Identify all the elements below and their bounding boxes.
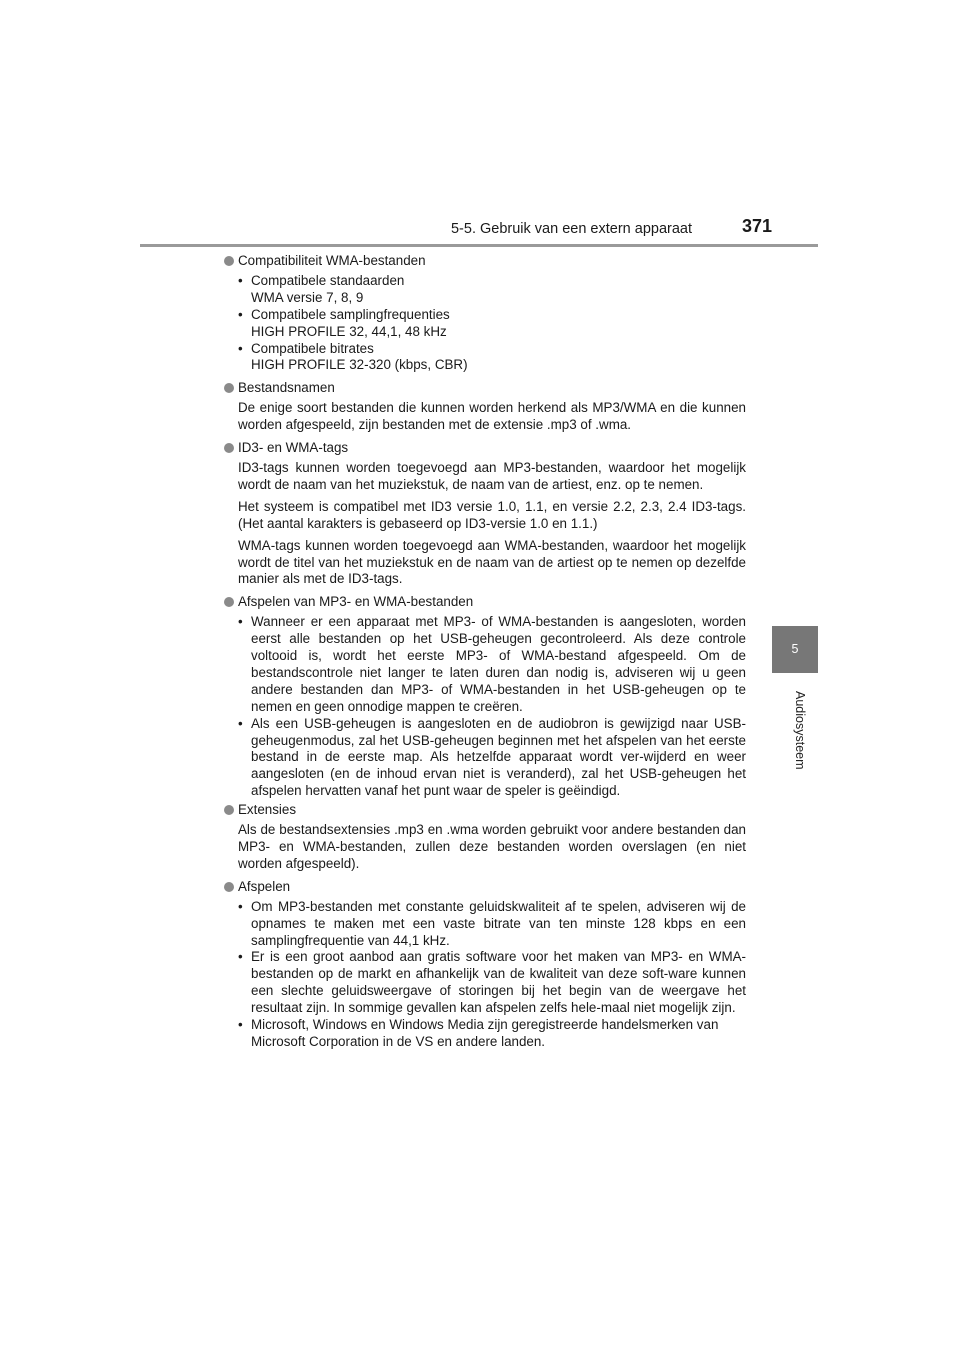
section-heading: Afspelen: [238, 878, 291, 894]
bullet-icon: •: [238, 614, 243, 630]
section-bullet-icon: [224, 383, 234, 393]
section-compatibiliteit: [224, 253, 746, 374]
bullet-icon: •: [238, 340, 243, 356]
section-afspelen: [224, 879, 746, 1051]
bullet-icon: •: [238, 898, 243, 914]
section-afspelen-mp3-wma: [224, 594, 746, 800]
bullet-icon: •: [238, 306, 243, 322]
paragraph: Als de bestandsextensies .mp3 en .wma worden gebruikt voor andere bestanden dan MP3- en WMA-bestanden, zullen deze bestanden worden overslagen (en niet worden afgespeeld).: [238, 822, 746, 871]
paragraph: De enige soort bestanden die kunnen worden herkend als MP3/WMA en die kunnen worden afgespeeld, zijn bestanden met de extensie .mp3 of .wma.: [238, 400, 746, 433]
bullet-icon: •: [238, 949, 243, 965]
section-heading: Bestandsnamen: [238, 380, 335, 396]
bullet-list: [238, 899, 746, 1051]
chapter-tab: [772, 626, 818, 673]
list-item: • Compatibele samplingfrequenties HIGH PROFILE 32, 44,1, 48 kHz: [238, 306, 450, 339]
paragraph: ID3-tags kunnen worden toegevoegd aan MP3-bestanden, waardoor het mogelijk wordt de naam van het muziekstuk, de naam van de artiest, enz. op te nemen.: [238, 459, 746, 492]
section-bullet-icon: [224, 256, 234, 266]
section-bullet-icon: [224, 882, 234, 892]
section-bestandsnamen: [224, 380, 746, 434]
section-bullet-icon: [224, 805, 234, 815]
list-item: • Wanneer er een apparaat met MP3- of WMA-bestanden is aangesloten, worden eerst alle bestanden op het USB-geheugen gecontroleerd. Als deze controle voltooid is, wordt het eerste MP3- of WMA-bestand afgespeeld. Om de bestandscontrole niet langer te laten duren dan nodig is, adviseren wij u geen andere bestanden dan MP3- of WMA-bestanden in het USB-geheugen op te nemen en geen onnodige mappen te creëren.: [238, 614, 746, 714]
list-item: • Compatibele bitrates HIGH PROFILE 32-320 (kbps, CBR): [238, 340, 468, 373]
section-heading: Compatibiliteit WMA-bestanden: [238, 253, 426, 268]
list-item: • Microsoft, Windows en Windows Media zijn geregistreerde handelsmerken van Microsoft Corporation in de VS en andere landen.: [238, 1017, 719, 1049]
bullet-icon: •: [238, 1017, 243, 1033]
page-number: 371: [741, 216, 772, 236]
chapter-title: 5-5. Gebruik van een extern apparaat: [450, 221, 692, 237]
page-content: [224, 253, 746, 1051]
section-tags: [224, 440, 746, 588]
chapter-tab-number: 5: [791, 642, 799, 656]
page-header: [140, 216, 818, 246]
section-heading: Extensies: [238, 802, 297, 818]
section-bullet-icon: [224, 443, 234, 453]
bullet-icon: •: [238, 715, 243, 731]
bullet-list: [238, 273, 746, 374]
section-bullet-icon: [224, 597, 234, 607]
bullet-list: [238, 614, 746, 800]
list-item: • Om MP3-bestanden met constante geluidskwaliteit af te spelen, adviseren wij de opnames te maken met een vaste bitrate van ten minste 128 kbps en een samplingfrequentie van 44,1 kHz.: [238, 898, 746, 948]
list-item: • Er is een groot aanbod aan gratis software voor het maken van MP3- en WMA-bestanden op de markt en afhankelijk van de kwaliteit van deze soft-ware kunnen een slechte geluidsweergave of storingen bij het begin van de weergave het resultaat zijn. In sommige gevallen kan afspelen zelfs hele-maal niet mogelijk zijn.: [238, 949, 746, 1016]
section-heading: Afspelen van MP3- en WMA-bestanden: [238, 594, 474, 610]
section-heading: ID3- en WMA-tags: [238, 440, 349, 456]
chapter-side-title: Audiosysteem: [793, 691, 807, 770]
list-item: • Als een USB-geheugen is aangesloten en de audiobron is gewijzigd naar USB-geheugenmodus, zal het USB-geheugen beginnen met het afspelen van het eerste bestand in de eerste map. Als hetzelfde apparaat wordt ver-wijderd en weer aangesloten (en de inhoud ervan niet is veranderd), zal het USB-geheugen het afspelen hervatten vanaf het punt waar de speler is geëindigd.: [238, 715, 746, 799]
header-rule: [140, 244, 818, 247]
section-extensies: [224, 802, 746, 873]
paragraph: Het systeem is compatibel met ID3 versie 1.0, 1.1, en versie 2.2, 2.3, 2.4 ID3-tags. (Het aantal karakters is gebaseerd op ID3-versie 1.0 en 1.1.): [238, 498, 746, 531]
bullet-icon: •: [238, 272, 243, 288]
paragraph: WMA-tags kunnen worden toegevoegd aan WMA-bestanden, waardoor het mogelijk wordt de titel van het muziekstuk en de naam van de artiest op te nemen op dezelfde manier als met de ID3-tags.: [238, 537, 746, 587]
list-item: • Compatibele standaarden WMA versie 7, 8, 9: [238, 272, 405, 305]
